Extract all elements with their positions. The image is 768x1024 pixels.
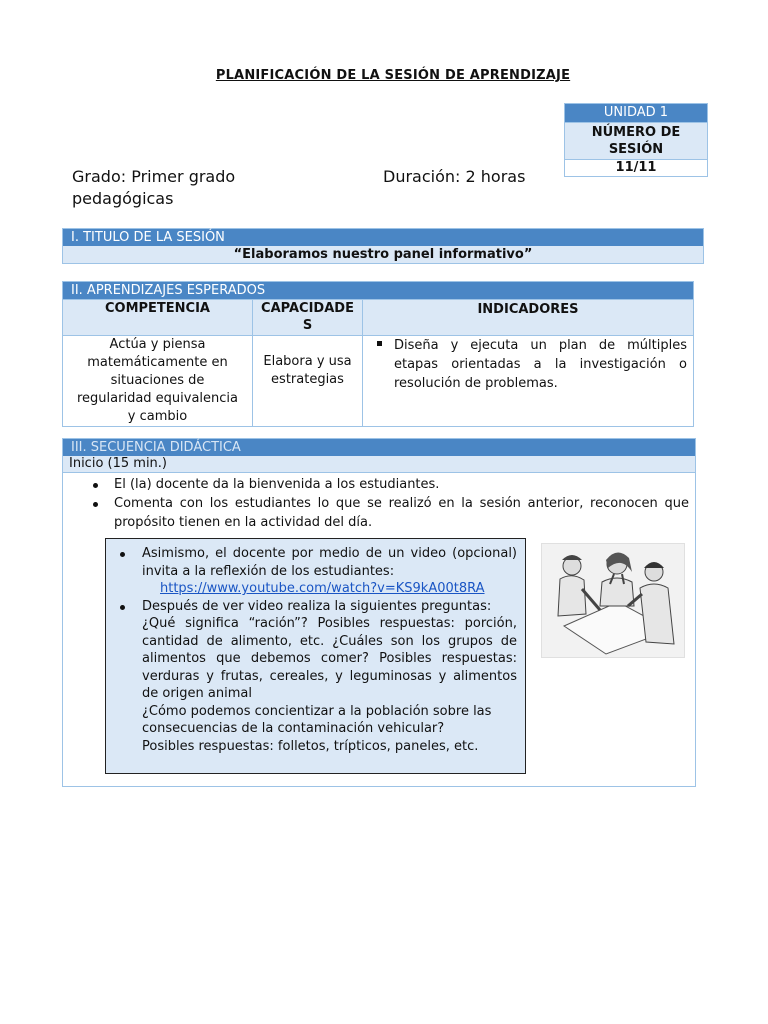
grade-line2: pedagógicas (72, 189, 174, 208)
list-item-text: El (la) docente da la bienvenida a los estudiantes. (114, 477, 440, 492)
inicio-label: Inicio (15 min.) (63, 456, 695, 473)
section-title-heading: I. TITULO DE LA SESIÓN (63, 229, 703, 246)
activity-box (105, 538, 526, 774)
section-expected-learning-heading: II. APRENDIZAJES ESPERADOS (62, 281, 694, 299)
video-intro-text: Asimismo, el docente por medio de un video (opcional) invita a la reflexión de los estudiantes: (142, 546, 517, 579)
session-number-label-line2: SESIÓN (608, 142, 664, 157)
capacidad-line: Elabora y usa (263, 354, 352, 369)
unit-box (564, 103, 708, 177)
competencia-line: situaciones de (110, 373, 205, 388)
children-working-image (542, 544, 684, 657)
duration-info: Duración: 2 horas (383, 167, 526, 186)
question-2: ¿Cómo podemos concientizar a la población sobre las consecuencias de la contaminación vehicular? (142, 703, 492, 736)
question-answers: Posibles respuestas: folletos, trípticos, paneles, etc. (142, 738, 479, 754)
header-capacidades-line1: CAPACIDADE (261, 301, 354, 316)
header-capacidades-line2: S (302, 318, 313, 333)
list-item (106, 545, 525, 598)
session-number-label (565, 122, 707, 159)
competencia-line: y cambio (127, 409, 188, 424)
bullet-icon (93, 483, 98, 488)
section-didactic-sequence-heading: III. SECUENCIA DIDÁCTICA (63, 439, 695, 456)
activity-list (106, 545, 525, 755)
list-item (63, 494, 695, 532)
competencies-table (62, 299, 694, 427)
capacidad-line: estrategias (271, 372, 344, 387)
indicador-item (377, 336, 687, 393)
competencia-line: regularidad equivalencia (76, 391, 239, 406)
video-link[interactable]: https://www.youtube.com/watch?v=KS9kA00t8RA (160, 581, 485, 596)
inicio-list (63, 475, 695, 532)
header-capacidades (253, 300, 363, 336)
capacidad-cell (253, 336, 363, 427)
header-competencia: COMPETENCIA (63, 300, 253, 336)
grade-info (72, 166, 235, 210)
table-row (63, 336, 694, 427)
question-1: ¿Qué significa “ración”? Posibles respuestas: porción, cantidad de alimento, etc. ¿Cuáles son los grupos de alimentos que debemos comer? Posibles respuestas: verduras y frutas, cereales, y leguminosas y alimentos de origen animal (142, 616, 517, 701)
indicador-cell (363, 336, 694, 427)
competencia-line: matemáticamente en (87, 355, 228, 370)
bullet-icon (120, 552, 125, 557)
grade-line1: Grado: Primer grado (72, 167, 236, 186)
list-item (63, 475, 695, 494)
competencia-line: Actúa y piensa (109, 337, 206, 352)
bullet-icon (120, 605, 125, 610)
list-item (106, 598, 525, 756)
indicador-text: Diseña y ejecuta un plan de múltiples etapas orientadas a la investigación o resolución de problemas. (394, 338, 687, 391)
bullet-icon (93, 502, 98, 507)
competencia-cell (63, 336, 253, 427)
section-expected-learning (62, 281, 694, 427)
square-bullet-icon (377, 336, 394, 393)
unit-label: UNIDAD 1 (565, 104, 707, 122)
session-number-label-line1: NÚMERO DE (591, 125, 681, 140)
header-indicadores: INDICADORES (363, 300, 694, 336)
session-number-value: 11/11 (565, 159, 707, 176)
session-title: “Elaboramos nuestro panel informativo” (63, 246, 703, 263)
list-item-text: Comenta con los estudiantes lo que se realizó en la sesión anterior, reconocen que propósito tienen en la actividad del día. (114, 496, 689, 530)
questions-intro: Después de ver video realiza la siguientes preguntas: (142, 598, 492, 614)
document-title: PLANIFICACIÓN DE LA SESIÓN DE APRENDIZAJE (215, 68, 571, 83)
children-illustration (541, 543, 685, 658)
section-title (62, 228, 704, 264)
